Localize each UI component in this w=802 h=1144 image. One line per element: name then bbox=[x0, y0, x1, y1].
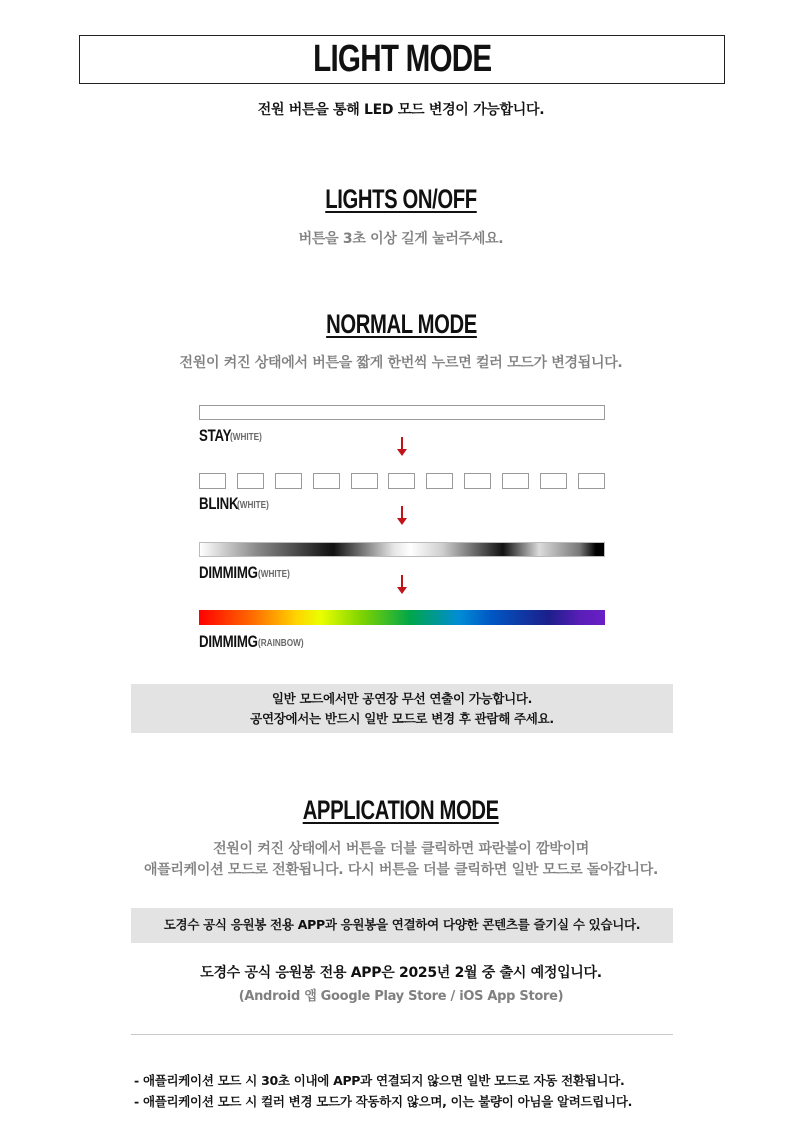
arrow-down-icon bbox=[396, 575, 408, 595]
dimming-rainbow-name: DIMMIMG bbox=[199, 632, 258, 651]
blink-cell bbox=[464, 473, 491, 489]
blink-cell bbox=[426, 473, 453, 489]
blink-cell bbox=[199, 473, 226, 489]
page-title-box bbox=[79, 35, 725, 84]
normal-desc: 전원이 켜진 상태에서 버튼을 짧게 한번씩 누르면 컬러 모드가 변경됩니다. bbox=[179, 355, 623, 371]
lights-desc: 버튼을 3초 이상 길게 눌러주세요. bbox=[298, 231, 504, 247]
application-desc-line: 전원이 켜진 상태에서 버튼을 더블 클릭하면 파란불이 깜박이며 bbox=[213, 841, 589, 857]
application-heading-wrap bbox=[0, 795, 802, 826]
lights-heading-wrap bbox=[0, 184, 802, 215]
blink-cell bbox=[502, 473, 529, 489]
stay-bar bbox=[199, 405, 605, 420]
stay-sub: (WHITE) bbox=[230, 432, 262, 443]
arrow-down-icon bbox=[396, 437, 408, 457]
dimming-white-label bbox=[199, 563, 290, 583]
footnote: - 애플리케이션 모드 시 컬러 변경 모드가 작동하지 않으며, 이는 불량이 아님을 알려드립니다. bbox=[134, 1094, 633, 1109]
blink-cell bbox=[578, 473, 605, 489]
blink-cell bbox=[351, 473, 378, 489]
blink-cell bbox=[275, 473, 302, 489]
application-notice-text: 도경수 공식 응원봉 전용 APP과 응원봉을 연결하여 다양한 콘텐츠를 즐기실 수 있습니다. bbox=[163, 917, 641, 932]
dimming-rainbow-bar bbox=[199, 610, 605, 625]
normal-notice-line: 공연장에서는 반드시 일반 모드로 변경 후 관람해 주세요. bbox=[250, 711, 554, 726]
normal-notice-line: 일반 모드에서만 공연장 무선 연출이 가능합니다. bbox=[271, 691, 533, 706]
dimming-rainbow-sub: (RAINBOW) bbox=[258, 638, 304, 649]
dimming-white-bar bbox=[199, 542, 605, 557]
dimming-white-sub: (WHITE) bbox=[258, 569, 290, 580]
blink-cell bbox=[388, 473, 415, 489]
blink-name: BLINK bbox=[199, 494, 239, 513]
dimming-white-name: DIMMIMG bbox=[199, 563, 258, 582]
app-stores-text: (Android 앱 Google Play Store / iOS App Store) bbox=[238, 989, 564, 1004]
page-subtitle: 전원 버튼을 통해 LED 모드 변경이 가능합니다. bbox=[257, 102, 545, 118]
normal-heading-wrap bbox=[0, 309, 802, 340]
normal-notice bbox=[131, 684, 673, 733]
blink-label bbox=[199, 494, 269, 514]
blink-bar bbox=[199, 473, 605, 489]
lights-heading: LIGHTS ON/OFF bbox=[325, 184, 477, 214]
blink-cell bbox=[540, 473, 567, 489]
application-heading: APPLICATION MODE bbox=[302, 795, 500, 825]
app-release-text: 도경수 공식 응원봉 전용 APP은 2025년 2월 중 출시 예정입니다. bbox=[200, 965, 602, 981]
blink-sub: (WHITE) bbox=[237, 500, 269, 511]
application-notice bbox=[131, 908, 673, 943]
normal-heading: NORMAL MODE bbox=[325, 309, 477, 339]
arrow-down-icon bbox=[396, 506, 408, 526]
page-title: LIGHT MODE bbox=[312, 38, 492, 80]
divider bbox=[131, 1034, 673, 1035]
footnote: - 애플리케이션 모드 시 30초 이내에 APP과 연결되지 않으면 일반 모드로 자동 전환됩니다. bbox=[134, 1073, 625, 1088]
blink-cell bbox=[313, 473, 340, 489]
stay-name: STAY bbox=[199, 426, 232, 445]
application-desc-line: 애플리케이션 모드로 전환됩니다. 다시 버튼을 더블 클릭하면 일반 모드로 돌아갑니다. bbox=[143, 862, 659, 878]
stay-label bbox=[199, 426, 262, 446]
dimming-rainbow-label bbox=[199, 632, 304, 652]
blink-cell bbox=[237, 473, 264, 489]
